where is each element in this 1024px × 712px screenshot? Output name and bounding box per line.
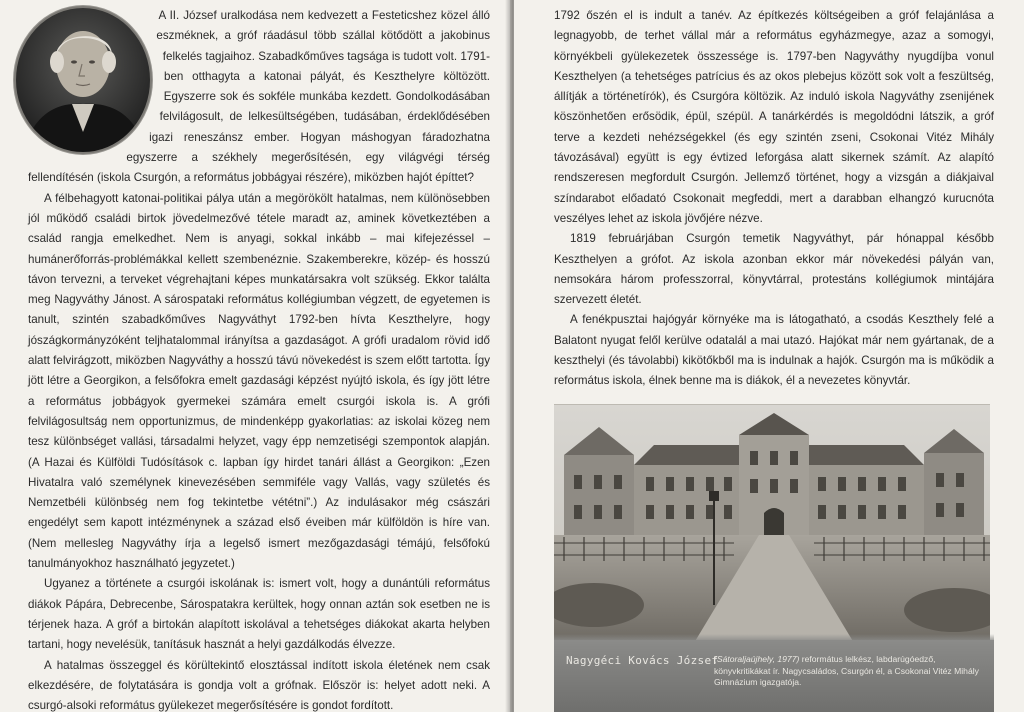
caption-author-bio	[714, 654, 984, 689]
paragraph: A fenékpusztai hajógyár környéke ma is látogatható, a csodás Keszthely felé a Balatont nyugat felől kerülve odatalál a mai utazó. Hajókat már nem gyártanak, de a keszthelyi (és távolabbi) kikötőkből ma is indulnak a hajók. Csurgón ma is működik a református iskola, élnek benne ma is diákok, él a nevezetes könyvtár.	[554, 313, 994, 388]
caption-place-year: (Sátoraljaújhely, 1977)	[714, 654, 800, 664]
left-page	[0, 0, 510, 712]
school-building-photo	[554, 404, 990, 643]
portrait-oval	[12, 4, 154, 156]
portrait-illustration	[12, 4, 154, 156]
left-page-text	[28, 6, 490, 712]
paragraph: A hatalmas összeggel és körültekintő elosztással indított iskola életének nem csak elkezdésére, de folytatására is gondja volt a grófnak. Először is: helyet adott neki. A csurgó-alsoki református gyülekezet megerősítésére is gondot fordított.	[28, 658, 490, 712]
photo-block	[554, 400, 994, 712]
paragraph: A II. József uralkodása nem kedvezett a Festeticshez közel álló eszméknek, a gróf ráadásul több szállal kötődött a jakobinus felkelés tagjaihoz. Szabadkőműves tagsága is tudott volt. 1791-ben otthagyta a katonai pályát, és Keszthelyre költözött. Egyszerre sok és sokféle munkába kezdett. Gondolkodásában felvilágosult, de lelkesültségében, tudásában, érdeklődésében igazi reneszánsz ember. Hogyan máshogyan fáradozhatna egyszerre a székhely megerősítésén, egy világvégi térség fellendítésén (iskola Csurgón, a református jobbágyai részére), miközben hajót építtet?	[28, 9, 490, 185]
paragraph: 1819 februárjában Csurgón temetik Nagyváthyt, pár hónappal később Keszthelyen a grófot. Az iskola azonban ekkor már növekedési pályán van, nemsokára három professzorral, könyvtárral, protestáns kollégiumok mintájára szervezett életét.	[554, 232, 994, 307]
right-page	[514, 0, 1024, 712]
paragraph: Ugyanez a története a csurgói iskolának is: ismert volt, hogy a dunántúli református diákok Pápára, Debrecenbe, Sárospatakra kerültek, hogy onnan aztán sok esetben ne is térjenek haza. A gróf a birtokán alapított iskolával a tehetséges diákokat akarta helyben tartani, hogy nevelésük, tanításuk hasznát a helyi gazdálkodás élvezze.	[28, 577, 490, 652]
author-caption	[554, 640, 994, 712]
right-page-text	[554, 6, 994, 392]
school-building-illustration	[554, 405, 990, 643]
caption-bio-text: református lelkész, labdarúgóedző, könyvkritikákat ír. Nagycsaládos, Csurgón él, a Csokonai Vitéz Mihály Gimnázium igazgatója.	[714, 654, 979, 687]
paragraph: A félbehagyott katonai-politikai pálya után a megörökölt hatalmas, nem különösebben jól működő családi birtok jövedelmezővé tétele maradt az, aminek következtében a család rangja emelkedhet. Nem is anyagi, sokkal inkább – mai kifejezéssel – humánerőforrás-problémákkal kellett szembenéznie. Szakemberekre, közép- és hosszú távon tervezni, a terveket végrehajtani képes munkatársakra volt szükség. Ekkor találta meg Nagyváthy Jánost. A sárospataki református kollégiumban végzett, de egyetemen is tanult, szintén szabadkőműves Nagyváthyt 1792-ben hívta Keszthelyre, hogy jószágkormányzóként teljhatalommal irányítsa a gazdaságot. A grófi uradalom rövid idő alatt felvirágzott, miközben Nagyváthy a hosszú távú növekedést is szem előtt tartotta. Így jött létre a Georgikon, a felsőfokra emelt gazdasági képzést nyújtó iskola, és így jött létre a református jobbágyok gyermekei számára emelt csurgói iskola is. A grófi felvilágosultság nem opportunizmus, de mindenképp gyakorlatias: az iskolai közeg nem tesz különbséget vallási, társadalmi helyzet, vagy épp nemzetiségi szempontok alapján. (A Hazai és Külföldi Tudósítások c. lapban így hirdet tanári állást a Georgikon: „Ezen Hivatalra való személynek kinevezésében semmiféle vagy Vallás, vagy születés és Nemzetbéli különbség nem fog tekintetbe vététni”.) Az indulásakor még császári engedélyt sem kapott intézménynek a század első éveiben már külföldön is híre van. (Nem mellesleg Nagyváthy írja a legelső ismert mezőgazdasági témájú, felsőfokú tanulmányokhoz használható jegyzetet.)	[28, 191, 490, 571]
caption-author-name: Nagygéci Kovács József	[566, 654, 719, 667]
paragraph: 1792 őszén el is indult a tanév. Az építkezés költségeiben a gróf felajánlása a legnagyobb, de terhet vállal már a református egyházmegye, azaz a somogyi, környékbeli gyülekezetek összessége is. 1797-ben Nagyváthy nyugdíjba vonul Keszthelyen (a tehetséges patrícius és az okos plebejus között sok volt a feszültség, állítják a történetírók), és Csurgóra költözik. Az induló iskola Nagyváthy zsenijének köszönhetően erősödik, épül, szépül. A tanárkérdés is megoldódni látszik, a gróf terve a kezdeti nehézségekkel (és egy szintén zseni, Csokonai Vitéz Mihály távozásával) együtt is egy évtized leforgása alatt sikernek számít. Az alapító rendszeresen megfordult Csurgón. Jellemző történet, hogy a vizsgán a diákjaival színdarabot előadató Csokonait megfeddi, mert a darabban elhangzó kurucnóta veszélyes lehet az iskola jövőjére nézve.	[554, 9, 994, 225]
